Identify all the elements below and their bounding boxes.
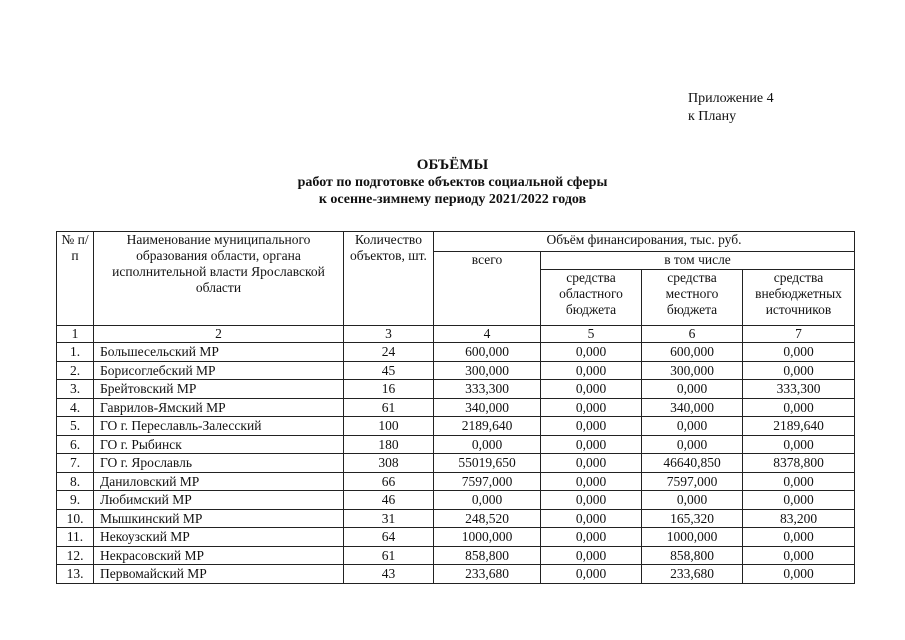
cell-extra: 0,000 bbox=[743, 435, 855, 454]
cell-local: 165,320 bbox=[642, 509, 743, 528]
header-regional: средства областного бюджета bbox=[541, 270, 642, 326]
cell-count: 64 bbox=[344, 528, 434, 547]
table-row bbox=[57, 472, 855, 491]
cell-local: 858,800 bbox=[642, 546, 743, 565]
cell-extra: 0,000 bbox=[743, 343, 855, 362]
cell-count: 61 bbox=[344, 398, 434, 417]
cell-name: ГО г. Рыбинск bbox=[94, 435, 344, 454]
cell-count: 61 bbox=[344, 546, 434, 565]
cell-local: 46640,850 bbox=[642, 454, 743, 473]
table-row bbox=[57, 565, 855, 584]
table-row bbox=[57, 546, 855, 565]
cell-name: Некоузский МР bbox=[94, 528, 344, 547]
cell-num: 5. bbox=[57, 417, 94, 436]
cell-regional: 0,000 bbox=[541, 454, 642, 473]
table-body bbox=[57, 326, 855, 584]
cell-num: 4. bbox=[57, 398, 94, 417]
cell-total: 600,000 bbox=[434, 343, 541, 362]
cell-regional: 0,000 bbox=[541, 361, 642, 380]
appendix-note bbox=[688, 90, 774, 126]
cell-extra: 333,300 bbox=[743, 380, 855, 399]
cell-regional: 0,000 bbox=[541, 528, 642, 547]
header-local: средства местного бюджета bbox=[642, 270, 743, 326]
cell-extra: 0,000 bbox=[743, 491, 855, 510]
index-cell: 1 bbox=[57, 326, 94, 343]
appendix-line-2: к Плану bbox=[688, 109, 737, 124]
cell-local: 600,000 bbox=[642, 343, 743, 362]
cell-extra: 0,000 bbox=[743, 398, 855, 417]
cell-num: 11. bbox=[57, 528, 94, 547]
cell-count: 308 bbox=[344, 454, 434, 473]
cell-num: 3. bbox=[57, 380, 94, 399]
cell-regional: 0,000 bbox=[541, 565, 642, 584]
cell-local: 0,000 bbox=[642, 417, 743, 436]
table-row bbox=[57, 528, 855, 547]
cell-name: Гаврилов-Ямский МР bbox=[94, 398, 344, 417]
cell-local: 340,000 bbox=[642, 398, 743, 417]
cell-num: 9. bbox=[57, 491, 94, 510]
index-cell: 5 bbox=[541, 326, 642, 343]
header-extra: средства внебюджетных источников bbox=[743, 270, 855, 326]
cell-total: 55019,650 bbox=[434, 454, 541, 473]
cell-extra: 8378,800 bbox=[743, 454, 855, 473]
cell-local: 233,680 bbox=[642, 565, 743, 584]
cell-count: 16 bbox=[344, 380, 434, 399]
cell-extra: 0,000 bbox=[743, 472, 855, 491]
table-row bbox=[57, 380, 855, 399]
appendix-line-1: Приложение 4 bbox=[688, 91, 774, 106]
cell-regional: 0,000 bbox=[541, 417, 642, 436]
cell-extra: 0,000 bbox=[743, 546, 855, 565]
table-row bbox=[57, 417, 855, 436]
cell-num: 2. bbox=[57, 361, 94, 380]
header-including: в том числе bbox=[541, 252, 855, 270]
cell-num: 8. bbox=[57, 472, 94, 491]
funding-table bbox=[56, 231, 855, 584]
cell-num: 1. bbox=[57, 343, 94, 362]
cell-name: Даниловский МР bbox=[94, 472, 344, 491]
cell-count: 180 bbox=[344, 435, 434, 454]
cell-name: Некрасовский МР bbox=[94, 546, 344, 565]
cell-count: 66 bbox=[344, 472, 434, 491]
table-row bbox=[57, 509, 855, 528]
cell-local: 0,000 bbox=[642, 491, 743, 510]
table-row bbox=[57, 491, 855, 510]
cell-num: 13. bbox=[57, 565, 94, 584]
table-row bbox=[57, 343, 855, 362]
index-cell: 6 bbox=[642, 326, 743, 343]
cell-total: 0,000 bbox=[434, 435, 541, 454]
cell-total: 248,520 bbox=[434, 509, 541, 528]
cell-name: Любимский МР bbox=[94, 491, 344, 510]
cell-name: ГО г. Ярославль bbox=[94, 454, 344, 473]
cell-regional: 0,000 bbox=[541, 343, 642, 362]
cell-local: 0,000 bbox=[642, 380, 743, 399]
title-main: ОБЪЁМЫ bbox=[416, 157, 489, 173]
index-cell: 3 bbox=[344, 326, 434, 343]
header-total: всего bbox=[434, 252, 541, 326]
cell-num: 10. bbox=[57, 509, 94, 528]
cell-num: 6. bbox=[57, 435, 94, 454]
cell-local: 7597,000 bbox=[642, 472, 743, 491]
table-row bbox=[57, 361, 855, 380]
cell-name: Мышкинский МР bbox=[94, 509, 344, 528]
cell-extra: 2189,640 bbox=[743, 417, 855, 436]
cell-count: 45 bbox=[344, 361, 434, 380]
cell-regional: 0,000 bbox=[541, 472, 642, 491]
cell-name: Большесельский МР bbox=[94, 343, 344, 362]
cell-local: 300,000 bbox=[642, 361, 743, 380]
cell-total: 7597,000 bbox=[434, 472, 541, 491]
cell-extra: 83,200 bbox=[743, 509, 855, 528]
table-row bbox=[57, 435, 855, 454]
cell-regional: 0,000 bbox=[541, 509, 642, 528]
cell-total: 0,000 bbox=[434, 491, 541, 510]
cell-count: 46 bbox=[344, 491, 434, 510]
cell-regional: 0,000 bbox=[541, 380, 642, 399]
table-row bbox=[57, 454, 855, 473]
title-line-2: работ по подготовке объектов социальной сферы bbox=[297, 175, 608, 190]
cell-count: 43 bbox=[344, 565, 434, 584]
cell-extra: 0,000 bbox=[743, 361, 855, 380]
table-row bbox=[57, 398, 855, 417]
cell-local: 0,000 bbox=[642, 435, 743, 454]
document-title bbox=[0, 157, 905, 208]
cell-regional: 0,000 bbox=[541, 398, 642, 417]
cell-regional: 0,000 bbox=[541, 546, 642, 565]
cell-regional: 0,000 bbox=[541, 491, 642, 510]
cell-num: 12. bbox=[57, 546, 94, 565]
index-cell: 2 bbox=[94, 326, 344, 343]
header-count: Количество объектов, шт. bbox=[344, 232, 434, 326]
cell-total: 1000,000 bbox=[434, 528, 541, 547]
cell-name: Брейтовский МР bbox=[94, 380, 344, 399]
cell-total: 340,000 bbox=[434, 398, 541, 417]
cell-num: 7. bbox=[57, 454, 94, 473]
cell-name: Борисоглебский МР bbox=[94, 361, 344, 380]
cell-total: 858,800 bbox=[434, 546, 541, 565]
cell-name: Первомайский МР bbox=[94, 565, 344, 584]
cell-total: 300,000 bbox=[434, 361, 541, 380]
cell-count: 31 bbox=[344, 509, 434, 528]
cell-total: 333,300 bbox=[434, 380, 541, 399]
cell-local: 1000,000 bbox=[642, 528, 743, 547]
index-cell: 4 bbox=[434, 326, 541, 343]
cell-count: 100 bbox=[344, 417, 434, 436]
cell-regional: 0,000 bbox=[541, 435, 642, 454]
title-line-3: к осенне-зимнему периоду 2021/2022 годов bbox=[318, 192, 587, 207]
header-name: Наименование муниципального образования области, органа исполнительной власти Ярославской области bbox=[94, 232, 344, 326]
header-num: № п/п bbox=[57, 232, 94, 326]
index-cell: 7 bbox=[743, 326, 855, 343]
column-index-row bbox=[57, 326, 855, 343]
cell-extra: 0,000 bbox=[743, 565, 855, 584]
header-funding: Объём финансирования, тыс. руб. bbox=[434, 232, 855, 252]
cell-count: 24 bbox=[344, 343, 434, 362]
cell-name: ГО г. Переславль-Залесский bbox=[94, 417, 344, 436]
cell-total: 2189,640 bbox=[434, 417, 541, 436]
cell-total: 233,680 bbox=[434, 565, 541, 584]
cell-extra: 0,000 bbox=[743, 528, 855, 547]
